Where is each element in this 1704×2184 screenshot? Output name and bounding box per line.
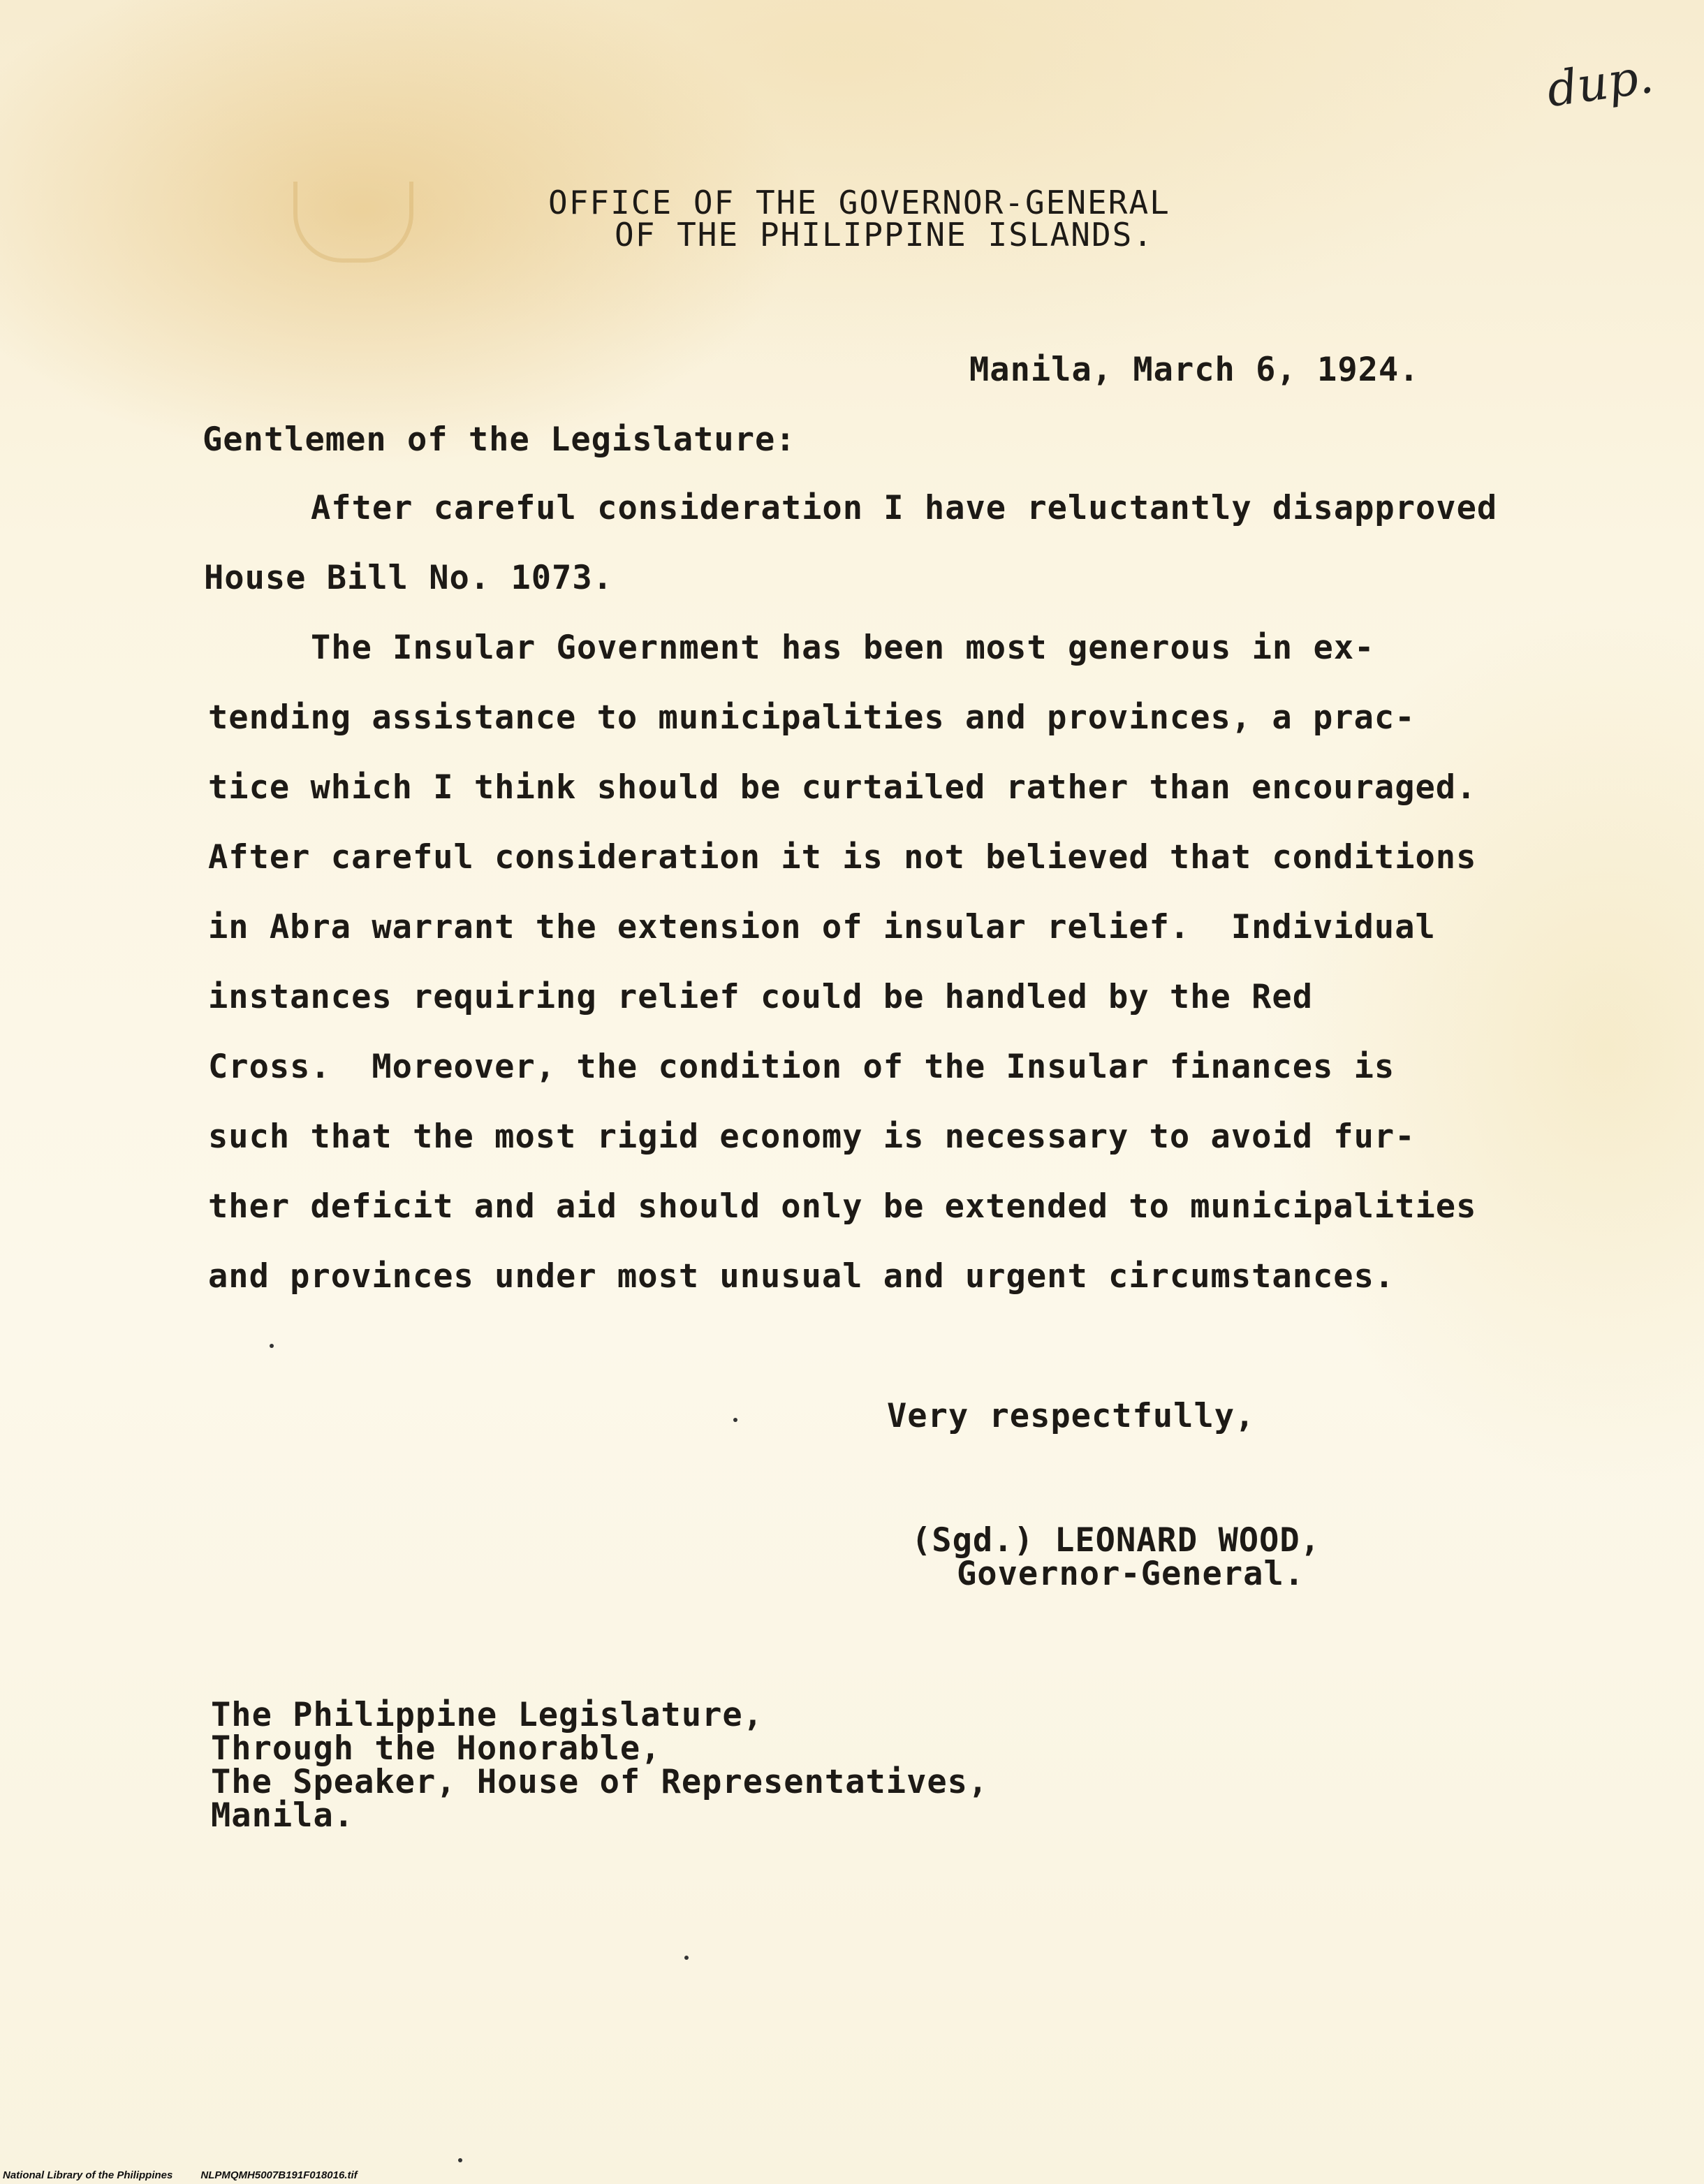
body-line: tice which I think should be curtailed rather than encouraged. (208, 768, 1477, 807)
body-line: tending assistance to municipalities and provinces, a prac- (208, 698, 1416, 737)
footer-file-id: NLPMQMH5007B191F018016.tif (200, 2169, 358, 2181)
closing: Very respectfully, (887, 1397, 1256, 1435)
signature-name: (Sgd.) LEONARD WOOD, (911, 1521, 1321, 1560)
address-line: Through the Honorable, (211, 1729, 661, 1768)
salutation: Gentlemen of the Legislature: (203, 420, 796, 459)
body-line: After careful consideration it is not believed that conditions (208, 838, 1477, 877)
body-line: Cross. Moreover, the condition of the Insular finances is (208, 1048, 1395, 1086)
body-line: such that the most rigid economy is necessary to avoid fur- (208, 1117, 1416, 1156)
body-line: The Insular Government has been most generous in ex- (311, 629, 1375, 667)
ink-speck (270, 1344, 274, 1348)
body-line: After careful consideration I have reluctantly disapproved (311, 489, 1498, 527)
scan-footer (3, 2169, 385, 2181)
dateline: Manila, March 6, 1924. (969, 351, 1420, 389)
letterhead-line-1: OFFICE OF THE GOVERNOR-GENERAL (548, 184, 1170, 221)
ink-speck (458, 2158, 462, 2162)
address-line: The Philippine Legislature, (211, 1696, 764, 1734)
handwritten-annotation: dup. (1543, 48, 1657, 119)
signature-title: Governor-General. (957, 1555, 1305, 1593)
body-line: and provinces under most unusual and urgent circumstances. (208, 1257, 1395, 1296)
ink-speck (684, 1956, 689, 1960)
address-line: The Speaker, House of Representatives, (211, 1763, 989, 1801)
footer-library: National Library of the Philippines (3, 2169, 173, 2181)
body-line: in Abra warrant the extension of insular relief. Individual (208, 908, 1436, 946)
body-line: instances requiring relief could be handled by the Red (208, 978, 1314, 1016)
body-line: ther deficit and aid should only be extended to municipalities (208, 1187, 1477, 1226)
address-line: Manila. (211, 1796, 355, 1835)
ink-speck (733, 1418, 737, 1422)
body-line: House Bill No. 1073. (204, 559, 613, 597)
letterhead-line-2: OF THE PHILIPPINE ISLANDS. (615, 216, 1154, 254)
water-stain (293, 182, 413, 263)
